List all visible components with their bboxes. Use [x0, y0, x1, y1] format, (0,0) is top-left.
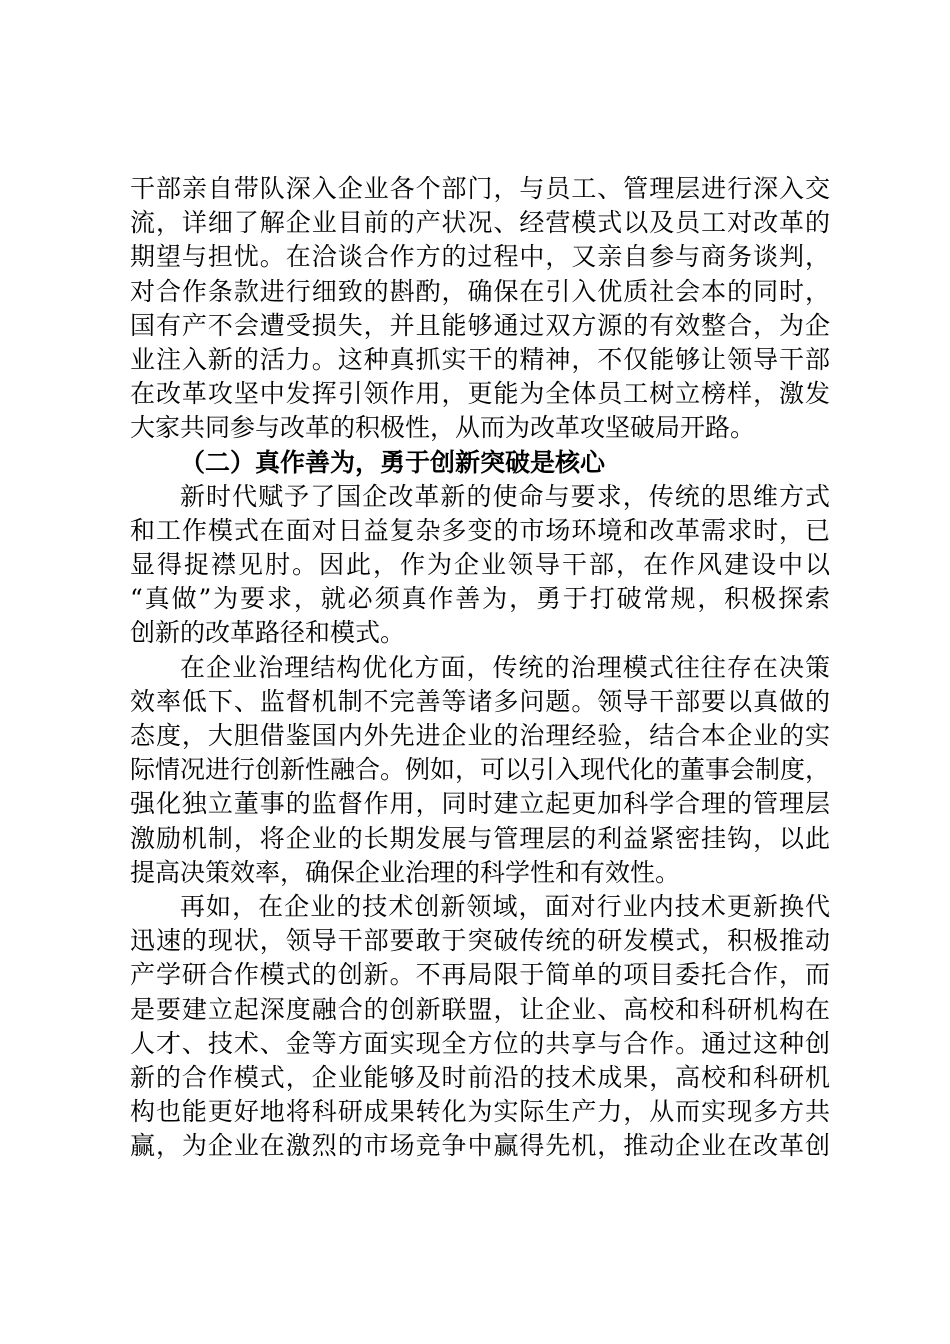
text-line: 人才、技术、金等方面实现全方位的共享与合作。通过这种创 — [130, 1028, 830, 1058]
text-line: 强化独立董事的监督作用，同时建立起更加科学合理的管理层 — [130, 789, 830, 819]
text-line: 际情况进行创新性融合。例如，可以引入现代化的董事会制度， — [130, 755, 831, 785]
text-line: 流，详细了解企业目前的产状况、经营模式以及员工对改革的 — [130, 208, 830, 238]
text-line: 态度，大胆借鉴国内外先进企业的治理经验，结合本企业的实 — [130, 721, 830, 750]
text-line: 赢，为企业在激烈的市场竞争中赢得先机，推动企业在改革创 — [130, 1131, 830, 1161]
text-line: 在改革攻坚中发挥引领作用，更能为全体员工树立榜样，激发 — [130, 379, 830, 409]
text-line: 干部亲自带队深入企业各个部门，与员工、管理层进行深入交 — [130, 174, 830, 203]
text-line: 显得捉襟见肘。因此，作为企业领导干部，在作风建设中以 — [130, 550, 830, 580]
paragraph-2 — [130, 480, 830, 651]
text-line: 对合作条款进行细致的斟酌，确保在引入优质社会本的同时， — [130, 276, 830, 306]
text-line: 在企业治理结构优化方面，传统的治理模式往往存在决策 — [180, 652, 830, 682]
text-line: 国有产不会遭受损失，并且能够通过双方源的有效整合，为企 — [130, 310, 830, 340]
section-heading — [130, 446, 830, 480]
text-line: 激励机制，将企业的长期发展与管理层的利益紧密挂钩，以此 — [130, 823, 830, 853]
text-line: 是要建立起深度融合的创新联盟，让企业、高校和科研机构在 — [130, 994, 830, 1024]
text-line: 提高决策效率，确保企业治理的科学性和有效性。 — [130, 857, 681, 887]
text-line: 新的合作模式，企业能够及时前沿的技术成果，高校和科研机 — [130, 1062, 830, 1092]
text-line: 创新的改革路径和模式。 — [130, 618, 406, 648]
paragraph-4 — [130, 890, 830, 1164]
document-page — [130, 172, 830, 1163]
text-line: 构也能更好地将科研成果转化为实际生产力，从而实现多方共 — [130, 1097, 830, 1127]
text-line: “真做”为要求，就必须真作善为，勇于打破常规，积极探索 — [130, 584, 830, 614]
section-heading-text: （二）真作善为，勇于创新突破是核心 — [180, 447, 606, 477]
text-line: 期望与担忧。在洽谈合作方的过程中，又亲自参与商务谈判， — [130, 242, 830, 272]
text-line: 新时代赋予了国企改革新的使命与要求，传统的思维方式 — [180, 481, 830, 511]
text-line: 大家共同参与改革的积极性，从而为改革攻坚破局开路。 — [130, 413, 756, 443]
paragraph-3 — [130, 651, 830, 890]
paragraph-1 — [130, 172, 830, 446]
text-line: 业注入新的活力。这种真抓实干的精神，不仅能够让领导干部 — [130, 344, 830, 374]
text-line: 效率低下、监督机制不完善等诸多问题。领导干部要以真做的 — [130, 686, 830, 716]
text-line: 再如，在企业的技术创新领域，面对行业内技术更新换代 — [180, 891, 830, 921]
text-line: 和工作模式在面对日益复杂多变的市场环境和改革需求时，已 — [130, 515, 830, 545]
text-line: 迅速的现状，领导干部要敢于突破传统的研发模式，积极推动 — [130, 926, 830, 956]
text-line: 产学研合作模式的创新。不再局限于简单的项目委托合作，而 — [130, 960, 830, 990]
